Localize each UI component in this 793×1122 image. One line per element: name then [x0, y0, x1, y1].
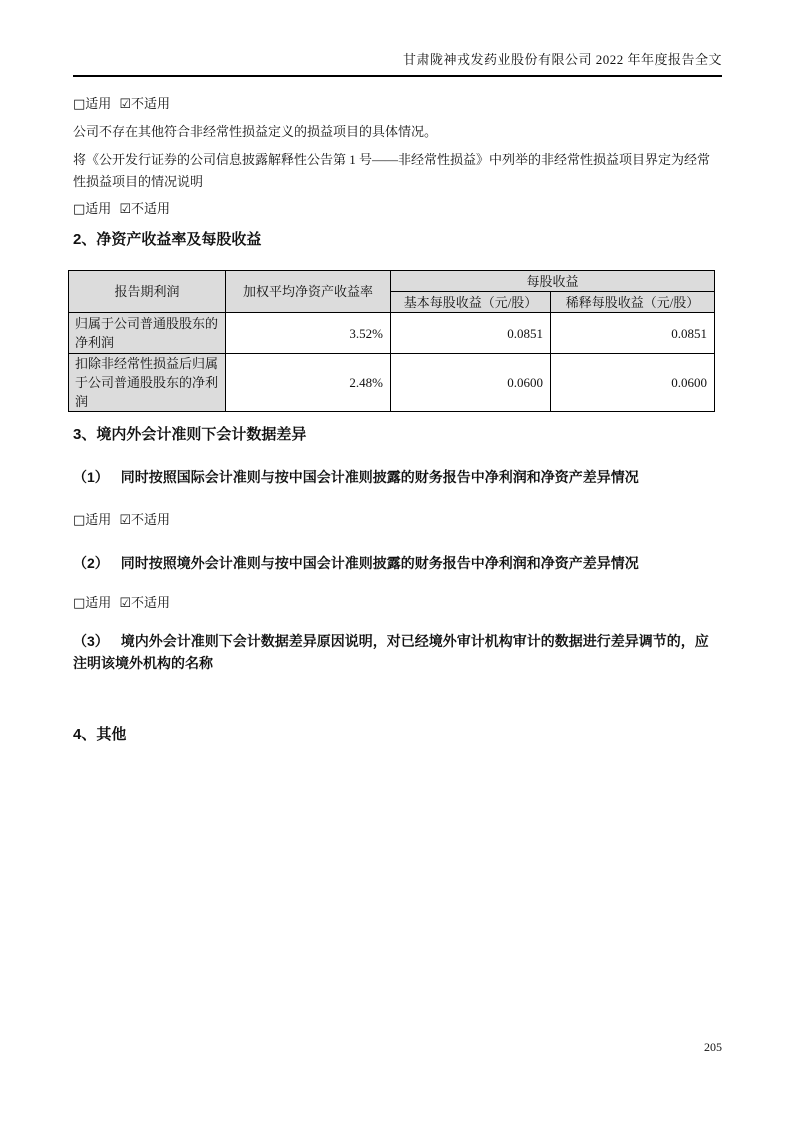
- section-3-sub-2-heading: [73, 552, 722, 574]
- col-header-eps-group: 每股收益: [391, 271, 715, 292]
- sub-heading-text: 境内外会计准则下会计数据差异原因说明，对已经境外审计机构审计的数据进行差异调节的，应注明该境外机构的名称: [73, 633, 709, 671]
- section-3-heading: 3、境内外会计准则下会计数据差异: [73, 426, 307, 443]
- basic-eps-value: 0.0851: [391, 313, 551, 354]
- table-row: [69, 354, 715, 412]
- applicable-label: 适用: [85, 96, 112, 111]
- checkbox-unchecked-icon: □: [73, 202, 86, 217]
- sub-heading-number: （3）: [73, 633, 109, 649]
- sub-heading-number: （2）: [73, 555, 109, 571]
- page-body: [73, 96, 722, 743]
- sub-heading-text: 同时按照境外会计准则与按中国会计准则披露的财务报告中净利润和净资产差异情况: [120, 555, 639, 571]
- col-header-report-profit: 报告期利润: [69, 271, 226, 313]
- table-row: [69, 313, 715, 354]
- applicable-label: 适用: [85, 201, 112, 216]
- col-header-weighted-roe: 加权平均净资产收益率: [226, 271, 391, 313]
- eps-table: [68, 270, 715, 412]
- applicability-line-1: [73, 96, 722, 112]
- sub-heading-number: （1）: [73, 469, 109, 485]
- applicability-line-4: [73, 595, 722, 611]
- diluted-eps-value: 0.0600: [551, 354, 715, 412]
- checkbox-checked-icon: ☑: [119, 202, 131, 217]
- page-header: [73, 0, 722, 77]
- row-label: 归属于公司普通股股东的净利润: [69, 313, 226, 354]
- paragraph-reclassification-note: 将《公开发行证券的公司信息披露解释性公告第 1 号——非经常性损益》中列举的非经常性损益项目界定为经常性损益项目的情况说明: [73, 152, 711, 189]
- applicability-line-3: [73, 512, 722, 528]
- checkbox-checked-icon: ☑: [119, 97, 131, 112]
- not-applicable-label: 不适用: [130, 201, 170, 216]
- page-number: 205: [704, 1040, 722, 1054]
- col-header-basic-eps: 基本每股收益（元/股）: [391, 292, 551, 313]
- section-3-sub-1-heading: [73, 466, 722, 488]
- applicable-label: 适用: [85, 512, 112, 527]
- checkbox-unchecked-icon: □: [73, 513, 86, 528]
- section-4-heading: 4、其他: [73, 726, 127, 743]
- not-applicable-label: 不适用: [130, 96, 170, 111]
- checkbox-unchecked-icon: □: [73, 97, 86, 112]
- not-applicable-label: 不适用: [130, 512, 170, 527]
- checkbox-unchecked-icon: □: [73, 596, 86, 611]
- table-header-row-1: [69, 271, 715, 292]
- col-header-diluted-eps: 稀释每股收益（元/股）: [551, 292, 715, 313]
- section-3-sub-3-heading: [73, 630, 722, 674]
- page-header-title: 甘肃陇神戎发药业股份有限公司 2022 年年度报告全文: [402, 52, 722, 67]
- applicable-label: 适用: [85, 595, 112, 610]
- checkbox-checked-icon: ☑: [119, 513, 131, 528]
- not-applicable-label: 不适用: [130, 595, 170, 610]
- sub-heading-text: 同时按照国际会计准则与按中国会计准则披露的财务报告中净利润和净资产差异情况: [120, 469, 639, 485]
- row-label: 扣除非经常性损益后归属于公司普通股股东的净利润: [69, 354, 226, 412]
- roe-value: 3.52%: [226, 313, 391, 354]
- applicability-line-2: [73, 201, 722, 217]
- roe-value: 2.48%: [226, 354, 391, 412]
- paragraph-no-other-items: 公司不存在其他符合非经常性损益定义的损益项目的具体情况。: [73, 124, 438, 139]
- diluted-eps-value: 0.0851: [551, 313, 715, 354]
- section-2-heading: 2、净资产收益率及每股收益: [73, 231, 262, 248]
- basic-eps-value: 0.0600: [391, 354, 551, 412]
- checkbox-checked-icon: ☑: [119, 596, 131, 611]
